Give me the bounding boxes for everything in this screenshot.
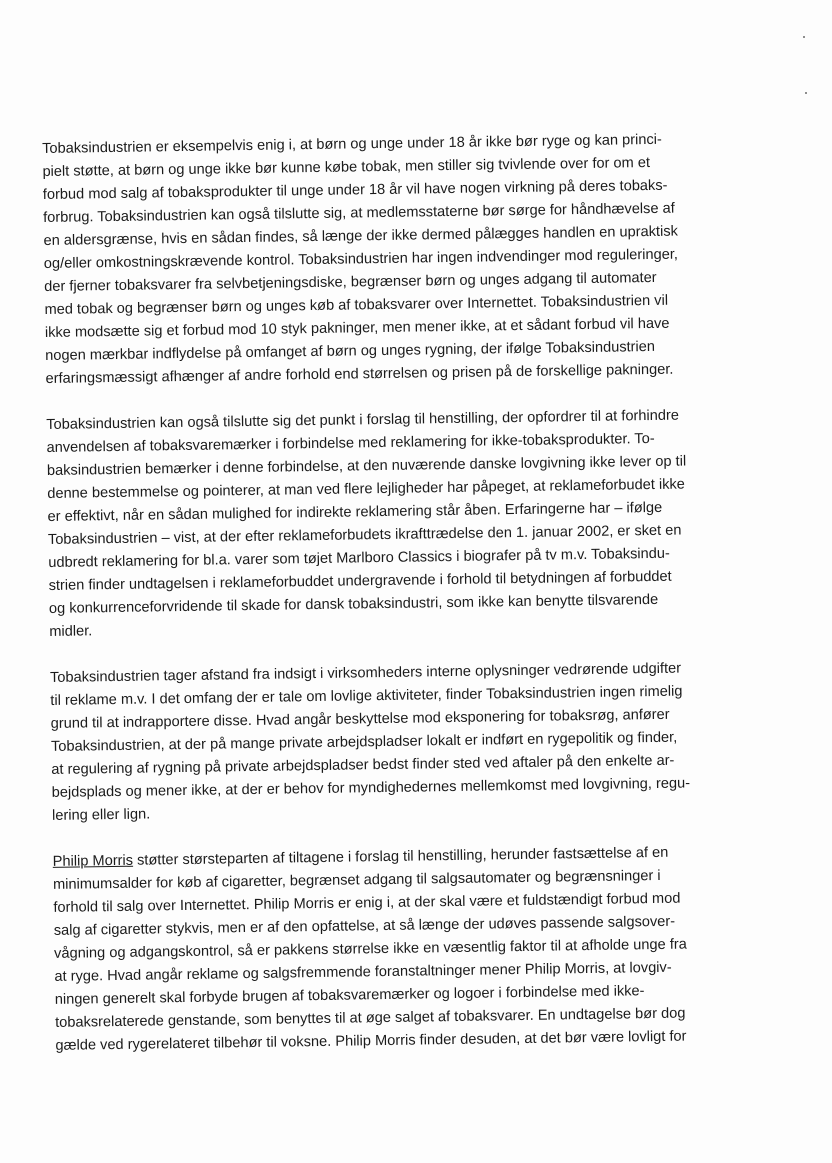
text-line: Tobaksindustrien – vist, at der efter reklameforbudets ikrafttrædelse den 1. januar 2002, er sket en	[47, 522, 682, 548]
text-line: forbud mod salg af tobaksprodukter til unge under 18 år vil have nogen virkning på deres tobaks-	[42, 177, 668, 203]
paragraph-4	[53, 841, 756, 1058]
scan-speck	[805, 92, 807, 94]
text-line: denne bestemmelse og pointerer, at man ved flere lejligheder har påpeget, at reklameforbudet ikke	[47, 476, 685, 502]
text-line: erfaringsmæssigt afhænger af andre forhold end størrelsen og prisen på de forskellige pakninger.	[45, 361, 674, 387]
text-line: lering eller lign.	[51, 806, 151, 824]
text-line: der fjerner tobaksvarer fra selvbetjeningsdiske, begrænser børn og unges adgang til automater	[44, 269, 657, 295]
text-line: ikke modsætte sig et forbud mod 10 styk pakninger, men mener ikke, at et sådant forbud vil have	[44, 315, 670, 341]
text-line: Tobaksindustrien, at der på mange private arbejdspladser lokalt er indført en rygepolitik og finder,	[50, 729, 678, 755]
text-line: baksindustrien bemærker i denne forbindelse, at den nuværende danske lovgivning ikke lever op til	[46, 453, 687, 479]
text-line: Tobaksindustrien er eksempelvis enig i, at børn og unge under 18 år ikke bør ryge og kan princi-	[42, 131, 662, 157]
paragraph-1	[42, 128, 746, 391]
text-line: salg af cigaretter stykvis, men er af den opfattelse, at så længe der udøves passende salgsover-	[53, 913, 676, 939]
text-line: minimumsalder for køb af cigaretter, begrænset adgang til salgsautomater og begrænsninger i	[52, 867, 661, 893]
text-line: forhold til salg over Internettet. Philip Morris er enig i, at der skal være et fuldstændigt forbud mod	[53, 890, 681, 916]
text-line: grund til at indrapportere disse. Hvad angår beskyttelse mod eksponering for tobaksrøg, anfører	[50, 706, 670, 732]
paragraph-3	[50, 657, 752, 828]
paragraph-2	[46, 404, 749, 644]
text-line: med tobak og begrænser børn og unges køb af tobaksvarer over Internettet. Tobaksindustrien vil	[44, 292, 669, 318]
text-line: anvendelsen af tobaksvaremærker i forbindelse med reklamering for ikke-tobaksprodukter. To-	[46, 430, 655, 456]
text-line: bejdsplads og mener ikke, at der er behov for myndighedernes mellemkomst med lovgivning, regu-	[51, 775, 691, 801]
document-body	[42, 128, 756, 1081]
text-line: er effektivt, når en sådan mulighed for indirekte reklamering står åben. Erfaringerne har – ifølge	[47, 499, 663, 525]
text-line: Tobaksindustrien tager afstand fra indsigt i virksomheders interne oplysninger vedrørende udgifter	[49, 660, 682, 686]
scan-speck	[803, 36, 805, 38]
text-line: pielt støtte, at børn og unge ikke bør kunne købe tobak, men stiller sig tvivlende over for om et	[42, 154, 651, 180]
text-line: vågning og adgangskontrol, så er pakkens størrelse ikke en væsentlig faktor til at afholde unge fra	[53, 936, 687, 962]
text-line: til reklame m.v. I det omfang der er tale om lovlige aktiviteter, finder Tobaksindustrien ingen rimelig	[50, 683, 683, 709]
text-line: forbrug. Tobaksindustrien kan også tilslutte sig, at medlemsstaterne bør sørge for håndhævelse af	[43, 200, 675, 226]
text-line: at ryge. Hvad angår reklame og salgsfremmende foranstaltninger mener Philip Morris, at lovgiv-	[54, 959, 672, 985]
text-line: gælde ved rygerelateret tilbehør til voksne. Philip Morris finder desuden, at det bør være lovligt for	[55, 1028, 687, 1054]
text-line: at regulering af rygning på private arbejdspladser bedst finder sted ved aftaler på den enkelte ar-	[51, 752, 675, 778]
text-line: tobaksrelaterede genstande, som benyttes til at øge salget af tobaksvarer. En undtagelse bør dog	[55, 1005, 686, 1031]
text-line: og konkurrenceforvridende til skade for dansk tobaksindustri, som ikke kan benytte tilsvarende	[48, 591, 659, 617]
text-line: Tobaksindustrien kan også tilslutte sig det punkt i forslag til henstilling, der opfordrer til at forhindre	[46, 407, 680, 433]
text-line: ningen generelt skal forbyde brugen af tobaksvaremærker og logoer i forbindelse med ikke-	[54, 983, 645, 1008]
text-line: strien finder undtagelsen i reklameforbuddet undergravende i forhold til betydningen af forbuddet	[48, 568, 672, 594]
text-line-rest: støtter størsteparten af tiltagene i forslag til henstilling, herunder fastsættelse af en	[132, 844, 669, 869]
text-line: nogen mærkbar indflydelse på omfanget af børn og unges rygning, der ifølge Tobaksindustrien	[45, 338, 656, 364]
text-line: udbredt reklamering for bl.a. varer som tøjet Marlboro Classics i biografer på tv m.v. Tobaksindu-	[48, 545, 670, 571]
text-line: og/eller omkostningskrævende kontrol. Tobaksindustrien har ingen indvendinger mod reguleringer,	[43, 246, 679, 272]
company-name-underlined: Philip Morris	[52, 852, 134, 870]
text-line: en aldersgrænse, hvis en sådan findes, så længe der ikke dermed pålægges handlen en upraktisk	[43, 223, 678, 249]
text-line: midler.	[49, 623, 93, 640]
